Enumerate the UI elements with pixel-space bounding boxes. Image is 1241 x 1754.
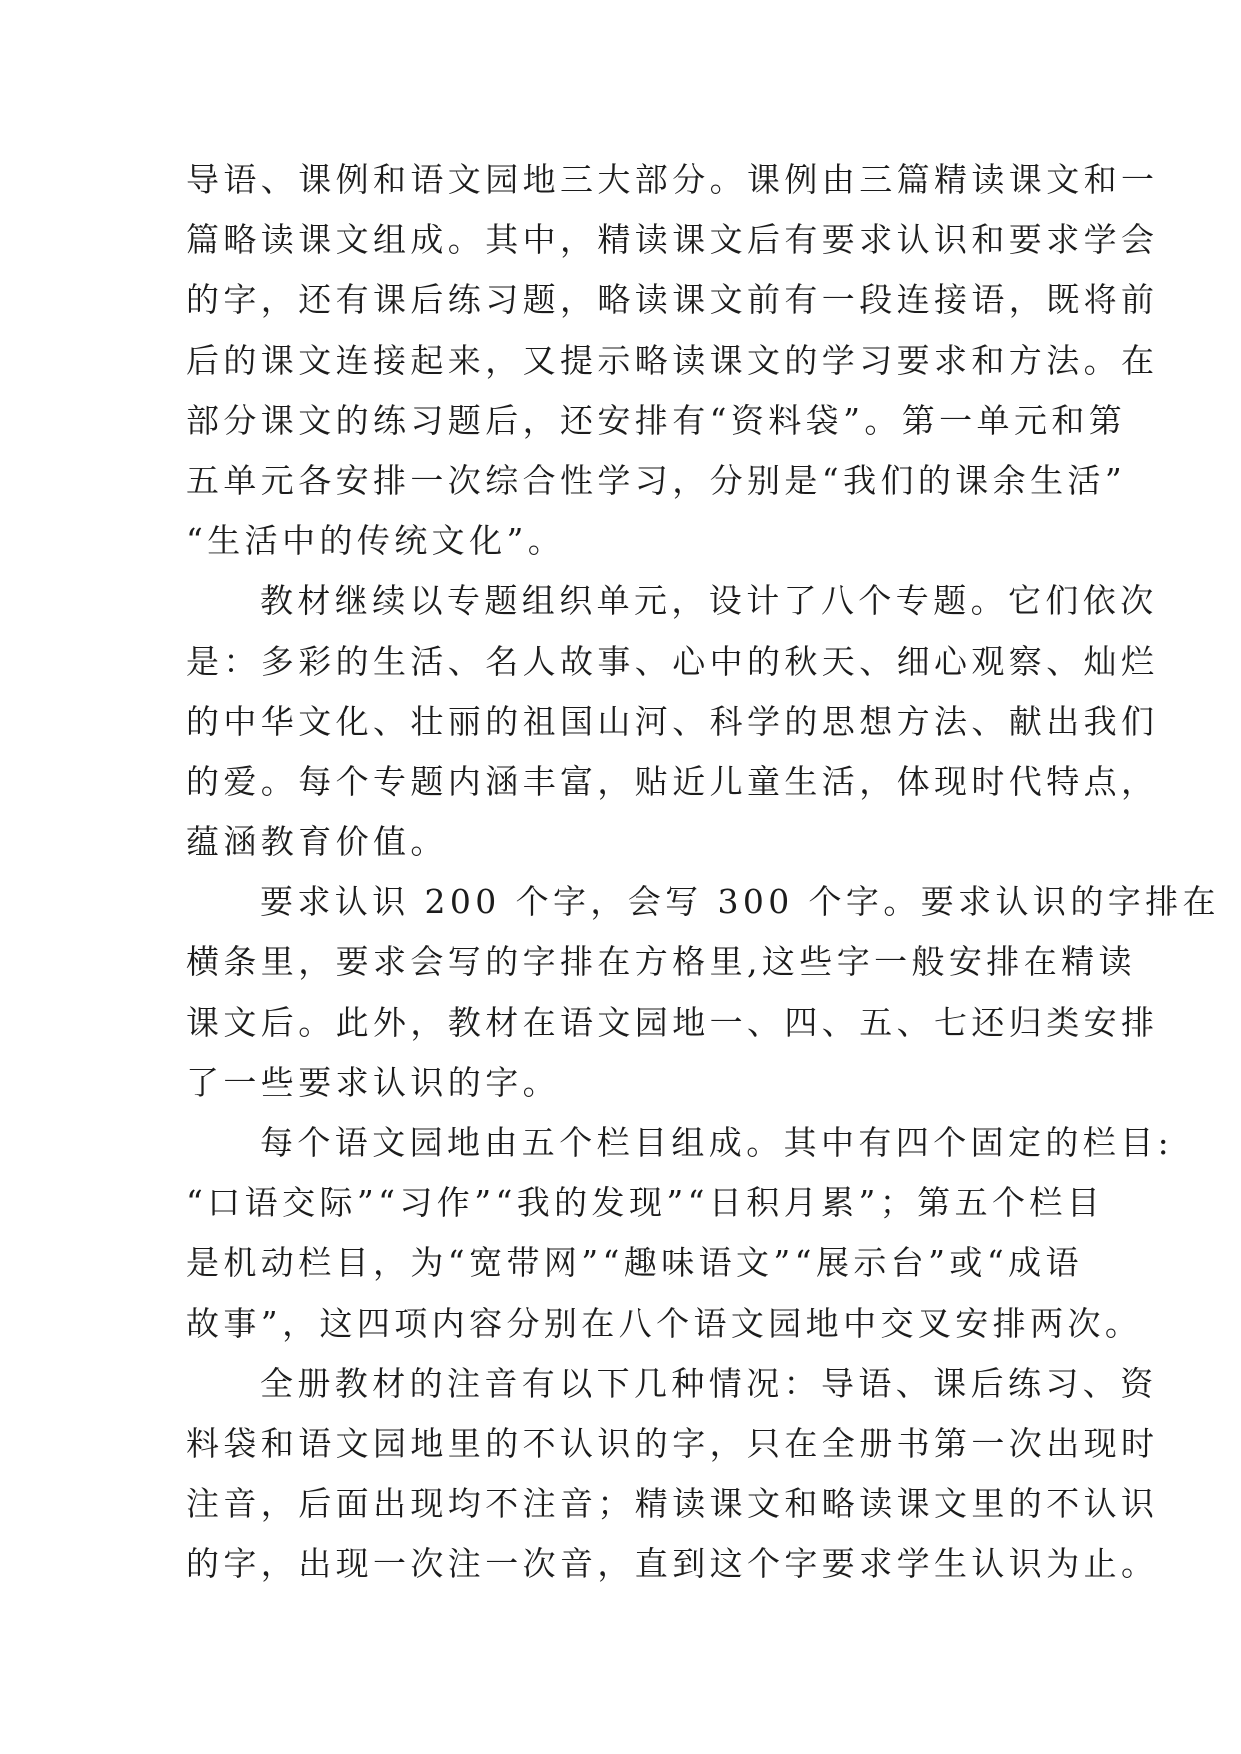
text-line: 的中华文化、壮丽的祖国山河、科学的思想方法、献出我们: [186, 701, 1159, 741]
paragraph-2: [186, 571, 1159, 872]
document-body: [186, 150, 1220, 1595]
text-line: 的字，还有课后练习题，略读课文前有一段连接语，既将前: [186, 280, 1159, 320]
text-line: 是：多彩的生活、名人故事、心中的秋天、细心观察、灿烂: [186, 641, 1159, 681]
text-line: 料袋和语文园地里的不认识的字，只在全册书第一次出现时: [186, 1423, 1159, 1463]
text-line: 了一些要求认识的字。: [186, 1062, 560, 1102]
text-line: 课文后。此外，教材在语文园地一、四、五、七还归类安排: [186, 1002, 1159, 1042]
paragraph-3: [186, 872, 1220, 1113]
text-line: “口语交际”“习作”“我的发现”“日积月累”；第五个栏目: [186, 1183, 1105, 1223]
text-line: 导语、课例和语文园地三大部分。课例由三篇精读课文和一: [186, 160, 1159, 199]
paragraph-5: [186, 1354, 1159, 1595]
text-line: 是机动栏目，为“宽带网”“趣味语文”“展示台”或“成语: [186, 1243, 1083, 1283]
text-line: 蕴涵教育价值。: [186, 822, 448, 862]
text-line: 全册教材的注音有以下几种情况：导语、课后练习、资: [260, 1363, 1158, 1403]
text-line: “生活中的传统文化”。: [186, 521, 566, 561]
paragraph-1: [186, 150, 1159, 571]
text-line: 部分课文的练习题后，还安排有“资料袋”。第一单元和第: [186, 400, 1127, 440]
text-line: 每个语文园地由五个栏目组成。其中有四个固定的栏目:: [260, 1123, 1174, 1162]
text-line: 五单元各安排一次综合性学习，分别是“我们的课余生活”: [186, 460, 1127, 500]
text-line: 的字，出现一次注一次音，直到这个字要求学生认识为止。: [186, 1544, 1159, 1584]
text-line: 教材继续以专题组织单元，设计了八个专题。它们依次: [260, 581, 1158, 621]
text-line: 横条里，要求会写的字排在方格里,这些字一般安排在精读: [186, 942, 1136, 982]
text-line: 后的课文连接起来，又提示略读课文的学习要求和方法。在: [186, 340, 1159, 380]
paragraph-4: [186, 1113, 1174, 1354]
text-line: 篇略读课文组成。其中，精读课文后有要求认识和要求学会: [186, 220, 1159, 260]
text-line: 要求认识 200 个字，会写 300 个字。要求认识的字排在: [260, 882, 1220, 922]
text-line: 的爱。每个专题内涵丰富，贴近儿童生活，体现时代特点，: [186, 761, 1159, 801]
text-line: 注音，后面出现均不注音；精读课文和略读课文里的不认识: [186, 1484, 1159, 1524]
text-line: 故事”，这四项内容分别在八个语文园地中交叉安排两次。: [186, 1303, 1143, 1343]
